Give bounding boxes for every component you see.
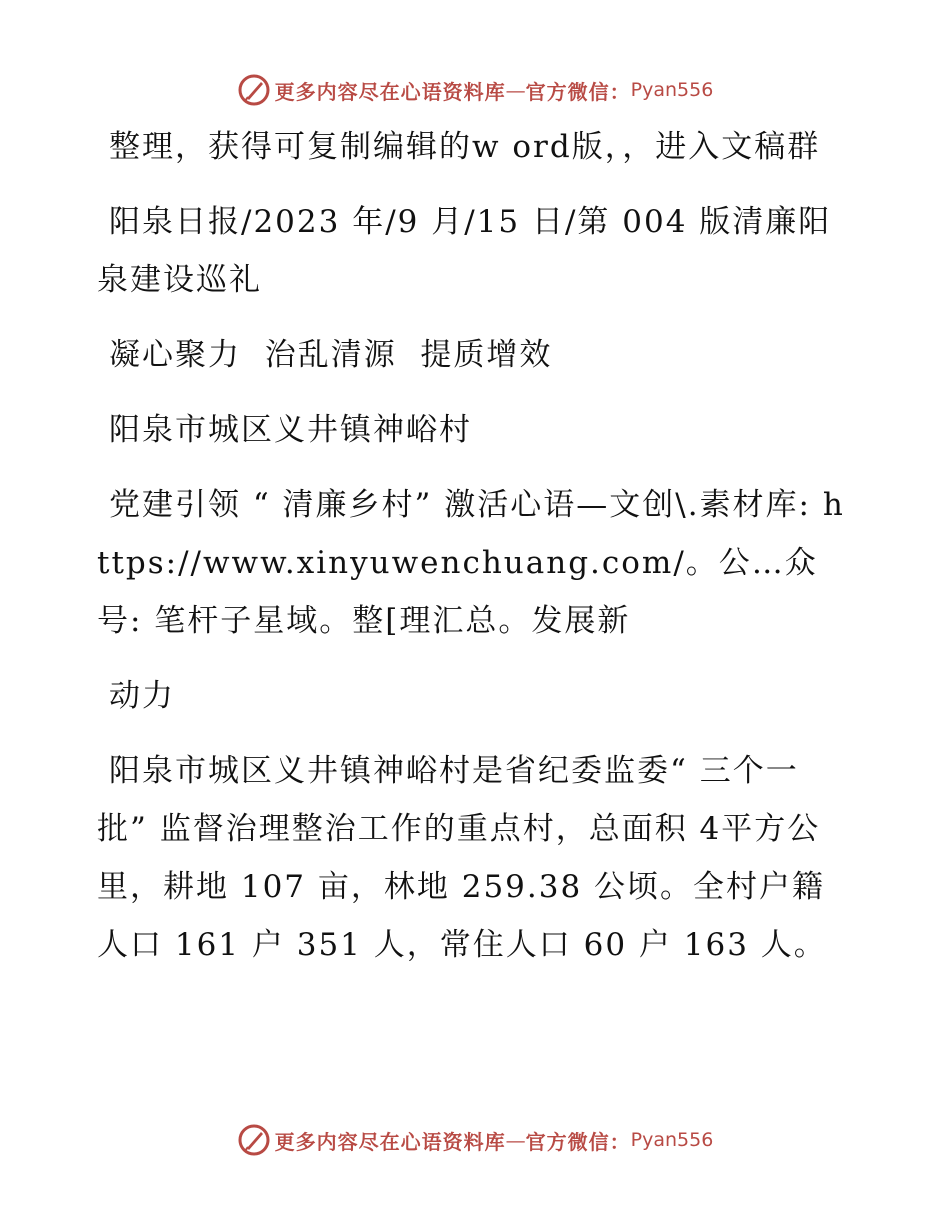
paragraph-body: 阳泉市城区义井镇神峪村是省纪委监委“ 三个一批” 监督治理整治工作的重点村，总面积 4平方公里，耕地 107 亩，林地 259.38 公顷。全村户籍人口 161 户 351 人，常住人口 60 户 163 人。 (97, 753, 827, 963)
paragraph-source: 阳泉日报/2023 年/9 月/15 日/第 004 版清廉阳泉建设巡礼 (97, 204, 832, 298)
watermark-main-text: 更多内容尽在心语资料库 (274, 79, 506, 104)
footer-watermark (0, 1118, 950, 1162)
header-watermark (0, 68, 950, 112)
paragraph-intro: 整理，获得可复制编辑的w ord版，，进入文稿群 (109, 129, 821, 165)
watermark-wechat-id: Pyan556 (630, 1129, 714, 1151)
paragraph-subtitle: 党建引领 “ 清廉乡村” 激活心语—文创\.素材库: https://www.xinyuwenchuang.com/。公…众号: 笔杆子星域。整[理汇总。发展新 (97, 487, 845, 639)
paragraph-village: 阳泉市城区义井镇神峪村 (109, 412, 472, 448)
quill-seal-icon (237, 73, 271, 107)
watermark-wechat-id: Pyan556 (630, 79, 714, 101)
watermark-official-label: 官方微信： (525, 1129, 631, 1154)
document-body (97, 118, 847, 991)
watermark-dash: — (505, 78, 526, 102)
watermark-dash: — (505, 1128, 526, 1152)
watermark-official-label: 官方微信： (525, 79, 631, 104)
watermark-main-text: 更多内容尽在心语资料库 (274, 1129, 506, 1154)
paragraph-subtitle-end: 动力 (109, 678, 175, 714)
quill-seal-icon (237, 1123, 271, 1157)
paragraph-headline: 凝心聚力 治乱清源 提质增效 (109, 337, 553, 373)
